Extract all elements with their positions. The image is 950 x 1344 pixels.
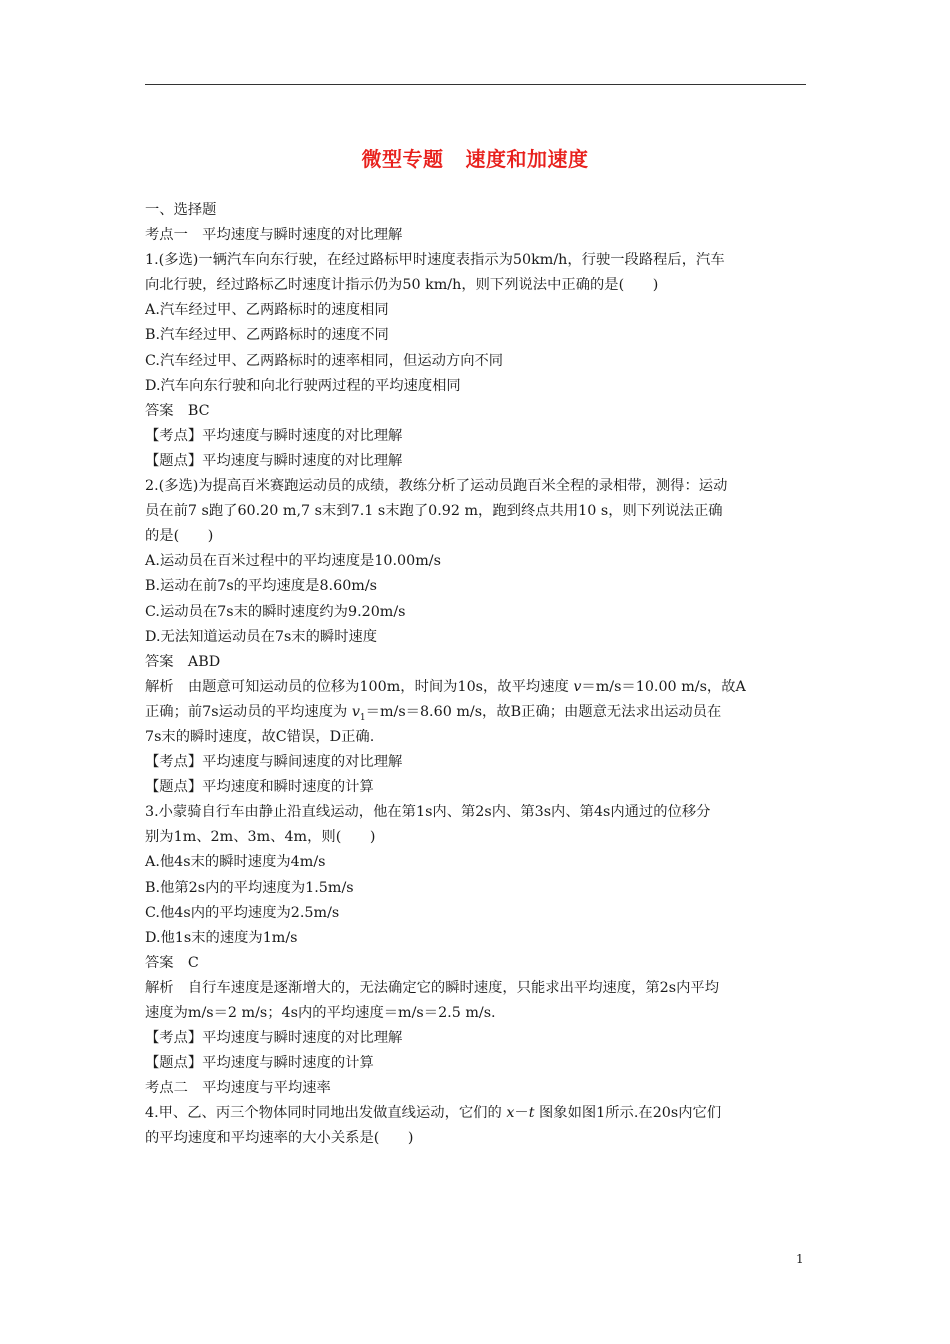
q3-option-c: C.他4s内的平均速度为2.5m/s bbox=[145, 904, 340, 921]
q2-ex1-var: v bbox=[573, 678, 582, 695]
q2-ex2-rest: ＝m/s＝8.60 m/s，故B正确；由题意无法求出运动员在 bbox=[365, 703, 722, 720]
title-left: 微型专题 bbox=[361, 147, 444, 171]
q2-ex1-text: 解析 由题意可知运动员的位移为100m，时间为10s，故平均速度 bbox=[145, 678, 574, 695]
q3-tidian: 【题点】平均速度与瞬时速度的计算 bbox=[145, 1055, 374, 1072]
q1-stem-line-2: 向北行驶，经过路标乙时速度计指示仍为50 km/h，则下列说法中正确的是( ) bbox=[145, 277, 659, 294]
q2-option-d: D.无法知道运动员在7s末的瞬时速度 bbox=[145, 628, 378, 645]
q1-tidian: 【题点】平均速度与瞬时速度的对比理解 bbox=[145, 452, 403, 469]
q2-ex2-text: 正确；前7s运动员的平均速度为 bbox=[145, 703, 352, 720]
q3-stem-line-1: 3.小蒙骑自行车由静止沿直线运动，他在第1s内、第2s内、第3s内、第4s内通过的位移分 bbox=[145, 804, 711, 821]
page-title bbox=[0, 143, 950, 172]
q3-option-a: A.他4s末的瞬时速度为4m/s bbox=[145, 854, 326, 871]
topic-heading-1: 考点一 平均速度与瞬时速度的对比理解 bbox=[145, 227, 403, 244]
q1-kaodian: 【考点】平均速度与瞬时速度的对比理解 bbox=[145, 427, 403, 444]
q4-stem-line-1 bbox=[145, 1101, 807, 1126]
q3-explanation-line-2: 速度为m/s＝2 m/s；4s内的平均速度＝m/s＝2.5 m/s. bbox=[145, 1005, 496, 1021]
q2-stem-line-2: 员在前7 s跑了60.20 m,7 s末到7.1 s末跑了0.92 m，跑到终点共用10 s，则下列说法正确 bbox=[145, 503, 723, 520]
q3-kaodian: 【考点】平均速度与瞬时速度的对比理解 bbox=[145, 1030, 403, 1047]
document-body bbox=[145, 198, 807, 1152]
title-right: 速度和加速度 bbox=[465, 147, 589, 171]
q4-stem-text: 4.甲、乙、丙三个物体同时同地出发做直线运动，它们的 bbox=[145, 1105, 507, 1122]
q4-stem-rest: 图象如图1所示.在20s内它们 bbox=[534, 1105, 722, 1122]
q2-option-a: A.运动员在百米过程中的平均速度是10.00m/s bbox=[145, 553, 441, 570]
q2-explanation-line-3: 7s末的瞬时速度，故C错误，D正确. bbox=[145, 728, 375, 745]
q3-option-d: D.他1s末的速度为1m/s bbox=[145, 929, 298, 946]
q1-option-a: A.汽车经过甲、乙两路标时的速度相同 bbox=[145, 302, 389, 319]
q3-answer: 答案 C bbox=[145, 954, 199, 971]
q2-ex1-rest: ＝m/s＝10.00 m/s，故A bbox=[581, 678, 746, 695]
header-rule bbox=[145, 84, 806, 85]
topic-heading-2: 考点二 平均速度与平均速率 bbox=[145, 1080, 331, 1097]
q4-var-x: x bbox=[506, 1105, 515, 1122]
q2-option-c: C.运动员在7s末的瞬时速度约为9.20m/s bbox=[145, 603, 406, 620]
q2-explanation-line-1 bbox=[145, 675, 807, 700]
q4-dash: － bbox=[514, 1105, 529, 1122]
q2-option-b: B.运动在前7s的平均速度是8.60m/s bbox=[145, 578, 377, 595]
page-number: 1 bbox=[796, 1252, 804, 1266]
q1-option-c: C.汽车经过甲、乙两路标时的速率相同，但运动方向不同 bbox=[145, 352, 504, 369]
q2-ex2-sub: 1 bbox=[359, 712, 366, 723]
q2-stem-line-1: 2.(多选)为提高百米赛跑运动员的成绩，教练分析了运动员跑百米全程的录相带，测得：运动 bbox=[145, 478, 728, 495]
q3-explanation-line-1: 解析 自行车速度是逐渐增大的，无法确定它的瞬时速度，只能求出平均速度，第2s内平均 bbox=[145, 979, 720, 996]
q2-ex2-var: v bbox=[351, 703, 360, 720]
q2-stem-line-3: 的是( ) bbox=[145, 528, 214, 545]
section-heading: 一、选择题 bbox=[145, 202, 217, 218]
q1-option-b: B.汽车经过甲、乙两路标时的速度不同 bbox=[145, 327, 389, 344]
q1-stem-line-1: 1.(多选)一辆汽车向东行驶，在经过路标甲时速度表指示为50km/h，行驶一段路程后，汽车 bbox=[145, 252, 725, 269]
q4-var-t: t bbox=[528, 1105, 535, 1122]
q2-tidian: 【题点】平均速度和瞬时速度的计算 bbox=[145, 779, 374, 796]
q2-answer: 答案 ABD bbox=[145, 653, 221, 670]
q1-option-d: D.汽车向东行驶和向北行驶两过程的平均速度相同 bbox=[145, 377, 461, 394]
q2-kaodian: 【考点】平均速度与瞬间速度的对比理解 bbox=[145, 754, 403, 771]
q3-option-b: B.他第2s内的平均速度为1.5m/s bbox=[145, 879, 354, 896]
q1-answer: 答案 BC bbox=[145, 402, 210, 419]
q2-explanation-line-2 bbox=[145, 700, 807, 725]
q3-stem-line-2: 别为1m、2m、3m、4m，则( ) bbox=[145, 829, 376, 846]
q4-stem-line-2: 的平均速度和平均速率的大小关系是( ) bbox=[145, 1130, 414, 1147]
